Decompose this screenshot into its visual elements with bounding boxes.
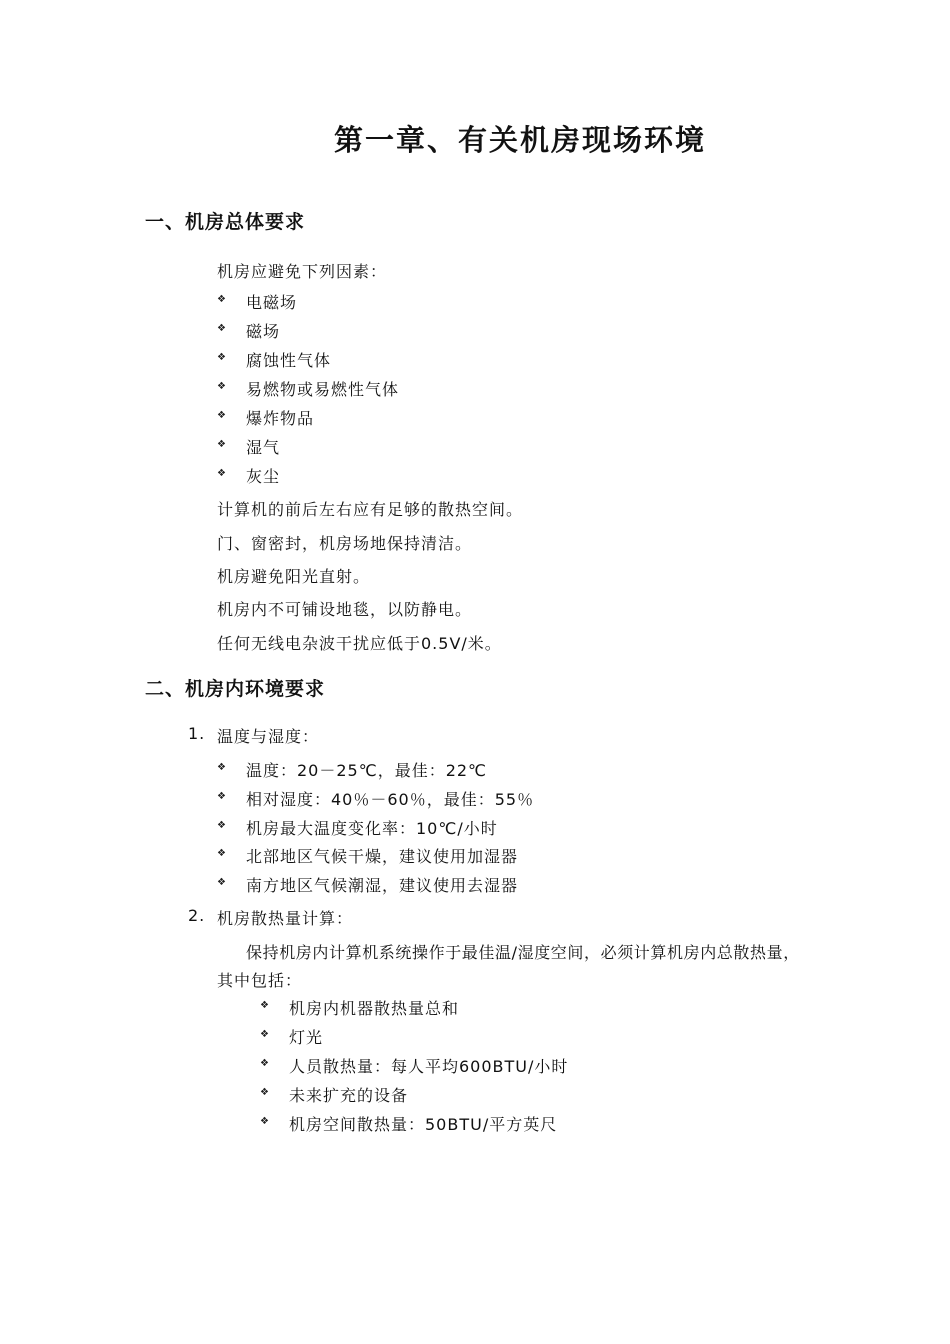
paragraph-line: 保持机房内计算机系统操作于最佳温/湿度空间，必须计算机房内总散热量，	[246, 943, 800, 962]
item-label: 温度与湿度：	[217, 727, 320, 746]
diamond-bullet-icon: ❖	[217, 352, 226, 363]
factor-item: 腐蚀性气体	[246, 351, 332, 370]
heat-item: 灯光	[289, 1028, 324, 1047]
spec-item: 机房最大温度变化率：10℃/小时	[246, 819, 498, 838]
paragraph-line: 其中包括：	[217, 971, 303, 990]
factor-item: 易燃物或易燃性气体	[246, 380, 400, 399]
heat-item: 未来扩充的设备	[289, 1086, 409, 1105]
factor-item: 磁场	[246, 322, 281, 341]
diamond-bullet-icon: ❖	[217, 848, 226, 859]
page-title: 第一章、有关机房现场环境	[333, 123, 706, 157]
spec-item: 北部地区气候干燥，建议使用加湿器	[246, 847, 519, 866]
diamond-bullet-icon: ❖	[260, 1000, 269, 1011]
note-line: 机房避免阳光直射。	[217, 567, 371, 586]
diamond-bullet-icon: ❖	[217, 468, 226, 479]
diamond-bullet-icon: ❖	[217, 294, 226, 305]
diamond-bullet-icon: ❖	[217, 762, 226, 773]
item-label: 机房散热量计算：	[217, 909, 354, 928]
heat-item: 机房内机器散热量总和	[289, 999, 460, 1018]
spec-item: 南方地区气候潮湿，建议使用去湿器	[246, 876, 519, 895]
spec-item: 温度：20－25℃，最佳：22℃	[246, 761, 488, 780]
item-number: 1.	[188, 724, 206, 743]
diamond-bullet-icon: ❖	[217, 381, 226, 392]
spec-item: 相对湿度：40％－60％，最佳：55％	[246, 790, 535, 809]
factor-item: 灰尘	[246, 467, 281, 486]
diamond-bullet-icon: ❖	[260, 1058, 269, 1069]
diamond-bullet-icon: ❖	[260, 1087, 269, 1098]
factor-item: 电磁场	[246, 293, 298, 312]
diamond-bullet-icon: ❖	[217, 820, 226, 831]
note-line: 任何无线电杂波干扰应低于0.5V/米。	[217, 634, 502, 653]
diamond-bullet-icon: ❖	[260, 1029, 269, 1040]
heat-item: 人员散热量：每人平均600BTU/小时	[289, 1057, 569, 1076]
diamond-bullet-icon: ❖	[217, 439, 226, 450]
diamond-bullet-icon: ❖	[217, 410, 226, 421]
diamond-bullet-icon: ❖	[217, 323, 226, 334]
section-heading-2: 二、机房内环境要求	[145, 678, 326, 700]
factor-item: 爆炸物品	[246, 409, 315, 428]
section-heading-1: 一、机房总体要求	[145, 211, 306, 233]
note-line: 计算机的前后左右应有足够的散热空间。	[217, 500, 524, 519]
section1-intro: 机房应避免下列因素：	[217, 262, 388, 281]
note-line: 机房内不可铺设地毯，以防静电。	[217, 600, 473, 619]
diamond-bullet-icon: ❖	[217, 791, 226, 802]
note-line: 门、窗密封，机房场地保持清洁。	[217, 534, 473, 553]
diamond-bullet-icon: ❖	[260, 1116, 269, 1127]
heat-item: 机房空间散热量：50BTU/平方英尺	[289, 1115, 558, 1134]
diamond-bullet-icon: ❖	[217, 877, 226, 888]
item-number: 2.	[188, 906, 206, 925]
factor-item: 湿气	[246, 438, 281, 457]
